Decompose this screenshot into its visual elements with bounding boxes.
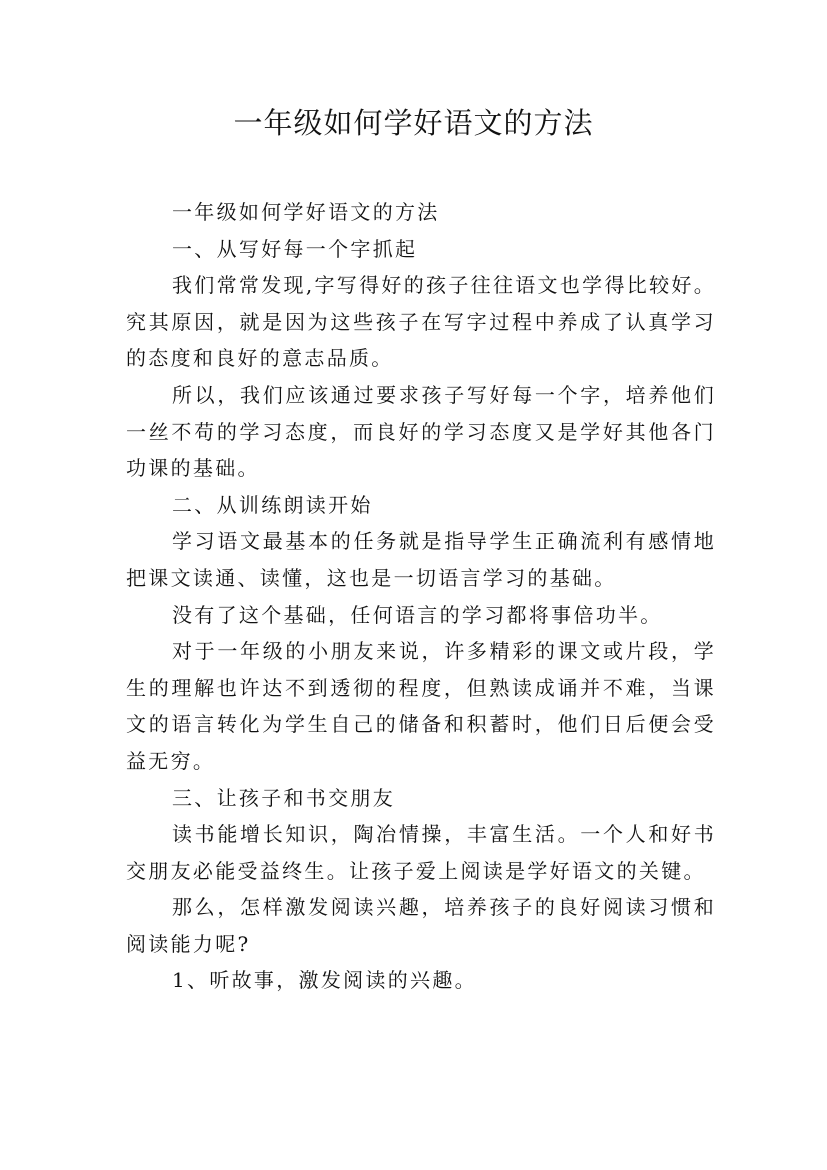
section-heading-1: 一、从写好每一个字抓起: [172, 236, 418, 261]
paragraph: 学习语文最基本的任务就是指导学生正确流利有感情地把课文读通、读懂，这也是一切语言学习的基础。: [126, 529, 716, 590]
section-heading-2: 二、从训练朗读开始: [172, 492, 373, 517]
document-title: 一年级如何学好语文的方法: [233, 106, 594, 140]
paragraph: 读书能增长知识，陶冶情操，丰富生活。一个人和好书交朋友必能受益终生。让孩子爱上阅读是学好语文的关键。: [126, 822, 716, 883]
paragraph: 所以，我们应该通过要求孩子写好每一个字，培养他们一丝不苟的学习态度，而良好的学习态度又是学好其他各门功课的基础。: [126, 382, 716, 481]
list-item: 1、听故事，激发阅读的兴趣。: [172, 968, 477, 993]
paragraph: 对于一年级的小朋友来说，许多精彩的课文或片段，学生的理解也许达不到透彻的程度，但熟读成诵并不难，当课文的语言转化为学生自己的储备和积蓄时，他们日后便会受益无穷。: [126, 639, 716, 773]
paragraph-subtitle: 一年级如何学好语文的方法: [172, 200, 440, 224]
section-heading-3: 三、让孩子和书交朋友: [172, 785, 395, 810]
paragraph: 那么，怎样激发阅读兴趣，培养孩子的良好阅读习惯和阅读能力呢?: [126, 895, 716, 956]
paragraph: 我们常常发现,字写得好的孩子往往语文也学得比较好。究其原因，就是因为这些孩子在写字过程中养成了认真学习的态度和良好的意志品质。: [126, 273, 716, 371]
paragraph: 没有了这个基础，任何语言的学习都将事倍功半。: [172, 602, 663, 627]
document-body: [126, 194, 716, 999]
